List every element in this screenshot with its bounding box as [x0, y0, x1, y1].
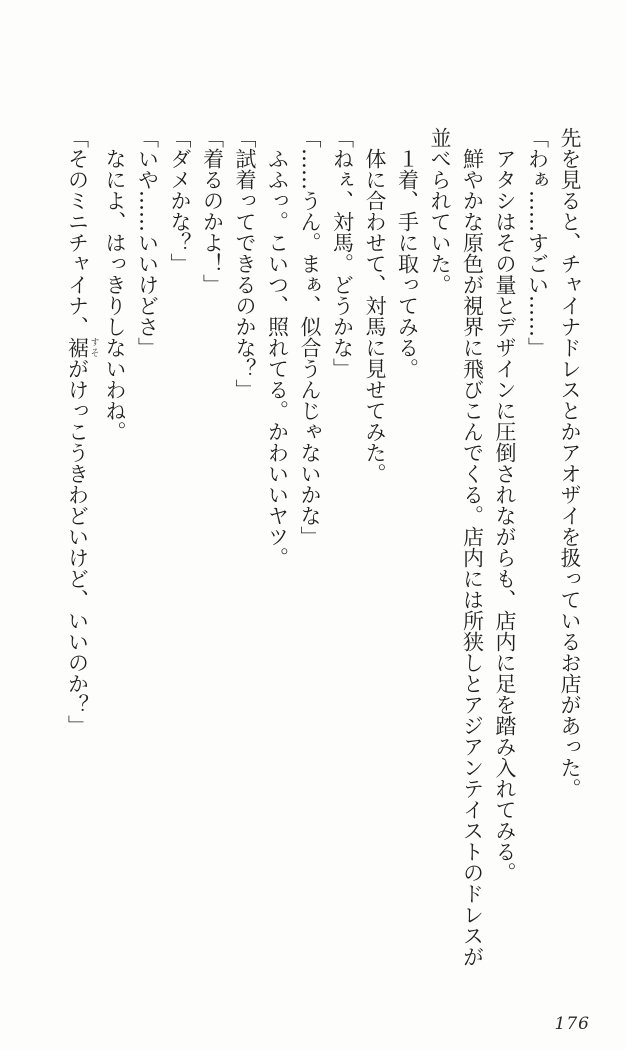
paragraph-line-15: 「そのミニチャイナ、裾 すそがけっこうきわどいけど、いいのか？」: [65, 127, 99, 736]
paragraph-line-11: 「着るのかよ！」: [200, 127, 225, 295]
text-block: [61, 127, 586, 972]
page-number: 176: [554, 1014, 590, 1034]
paragraph-line-14: なによ、はっきりしないわね。: [103, 148, 127, 442]
ruby-annotation: 裾 すそ: [65, 337, 99, 358]
paragraph-line-9: ふふっ。こいつ、照れてる。かわいいヤツ。: [265, 148, 290, 568]
paragraph-line-1: 先を見ると、チャイナドレスとかアオザイを扱っているお店があった。: [558, 127, 582, 799]
paragraph-line-10: 「試着ってできるのかな？」: [233, 127, 257, 400]
paragraph-line-6: 体に合わせて、対馬に見せてみた。: [363, 148, 387, 484]
paragraph-line-4: 鮮やかな原色が視界に飛びこんでくる。店内には所狭しとアジアンテイストのドレスが並べられていた。: [428, 127, 485, 967]
paragraph-line-8: 「……うん。まぁ、似合うんじゃないかな」: [298, 127, 322, 547]
paragraph-line-12: 「ダメかな？」: [168, 127, 192, 274]
paragraph-line-3: アタシはその量とデザインに圧倒されながらも、店内に足を踏み入れてみる。: [493, 148, 517, 883]
paragraph-line-13: 「いや……いいけどさ」: [135, 127, 160, 358]
paragraph-line-2: 「わぁ……すごい……」: [525, 127, 550, 358]
paragraph-line-5: １着、手に取ってみる。: [395, 148, 420, 379]
furigana: すそ: [88, 337, 99, 358]
paragraph-line-7: 「ねぇ、対馬。どうかな」: [330, 127, 355, 379]
